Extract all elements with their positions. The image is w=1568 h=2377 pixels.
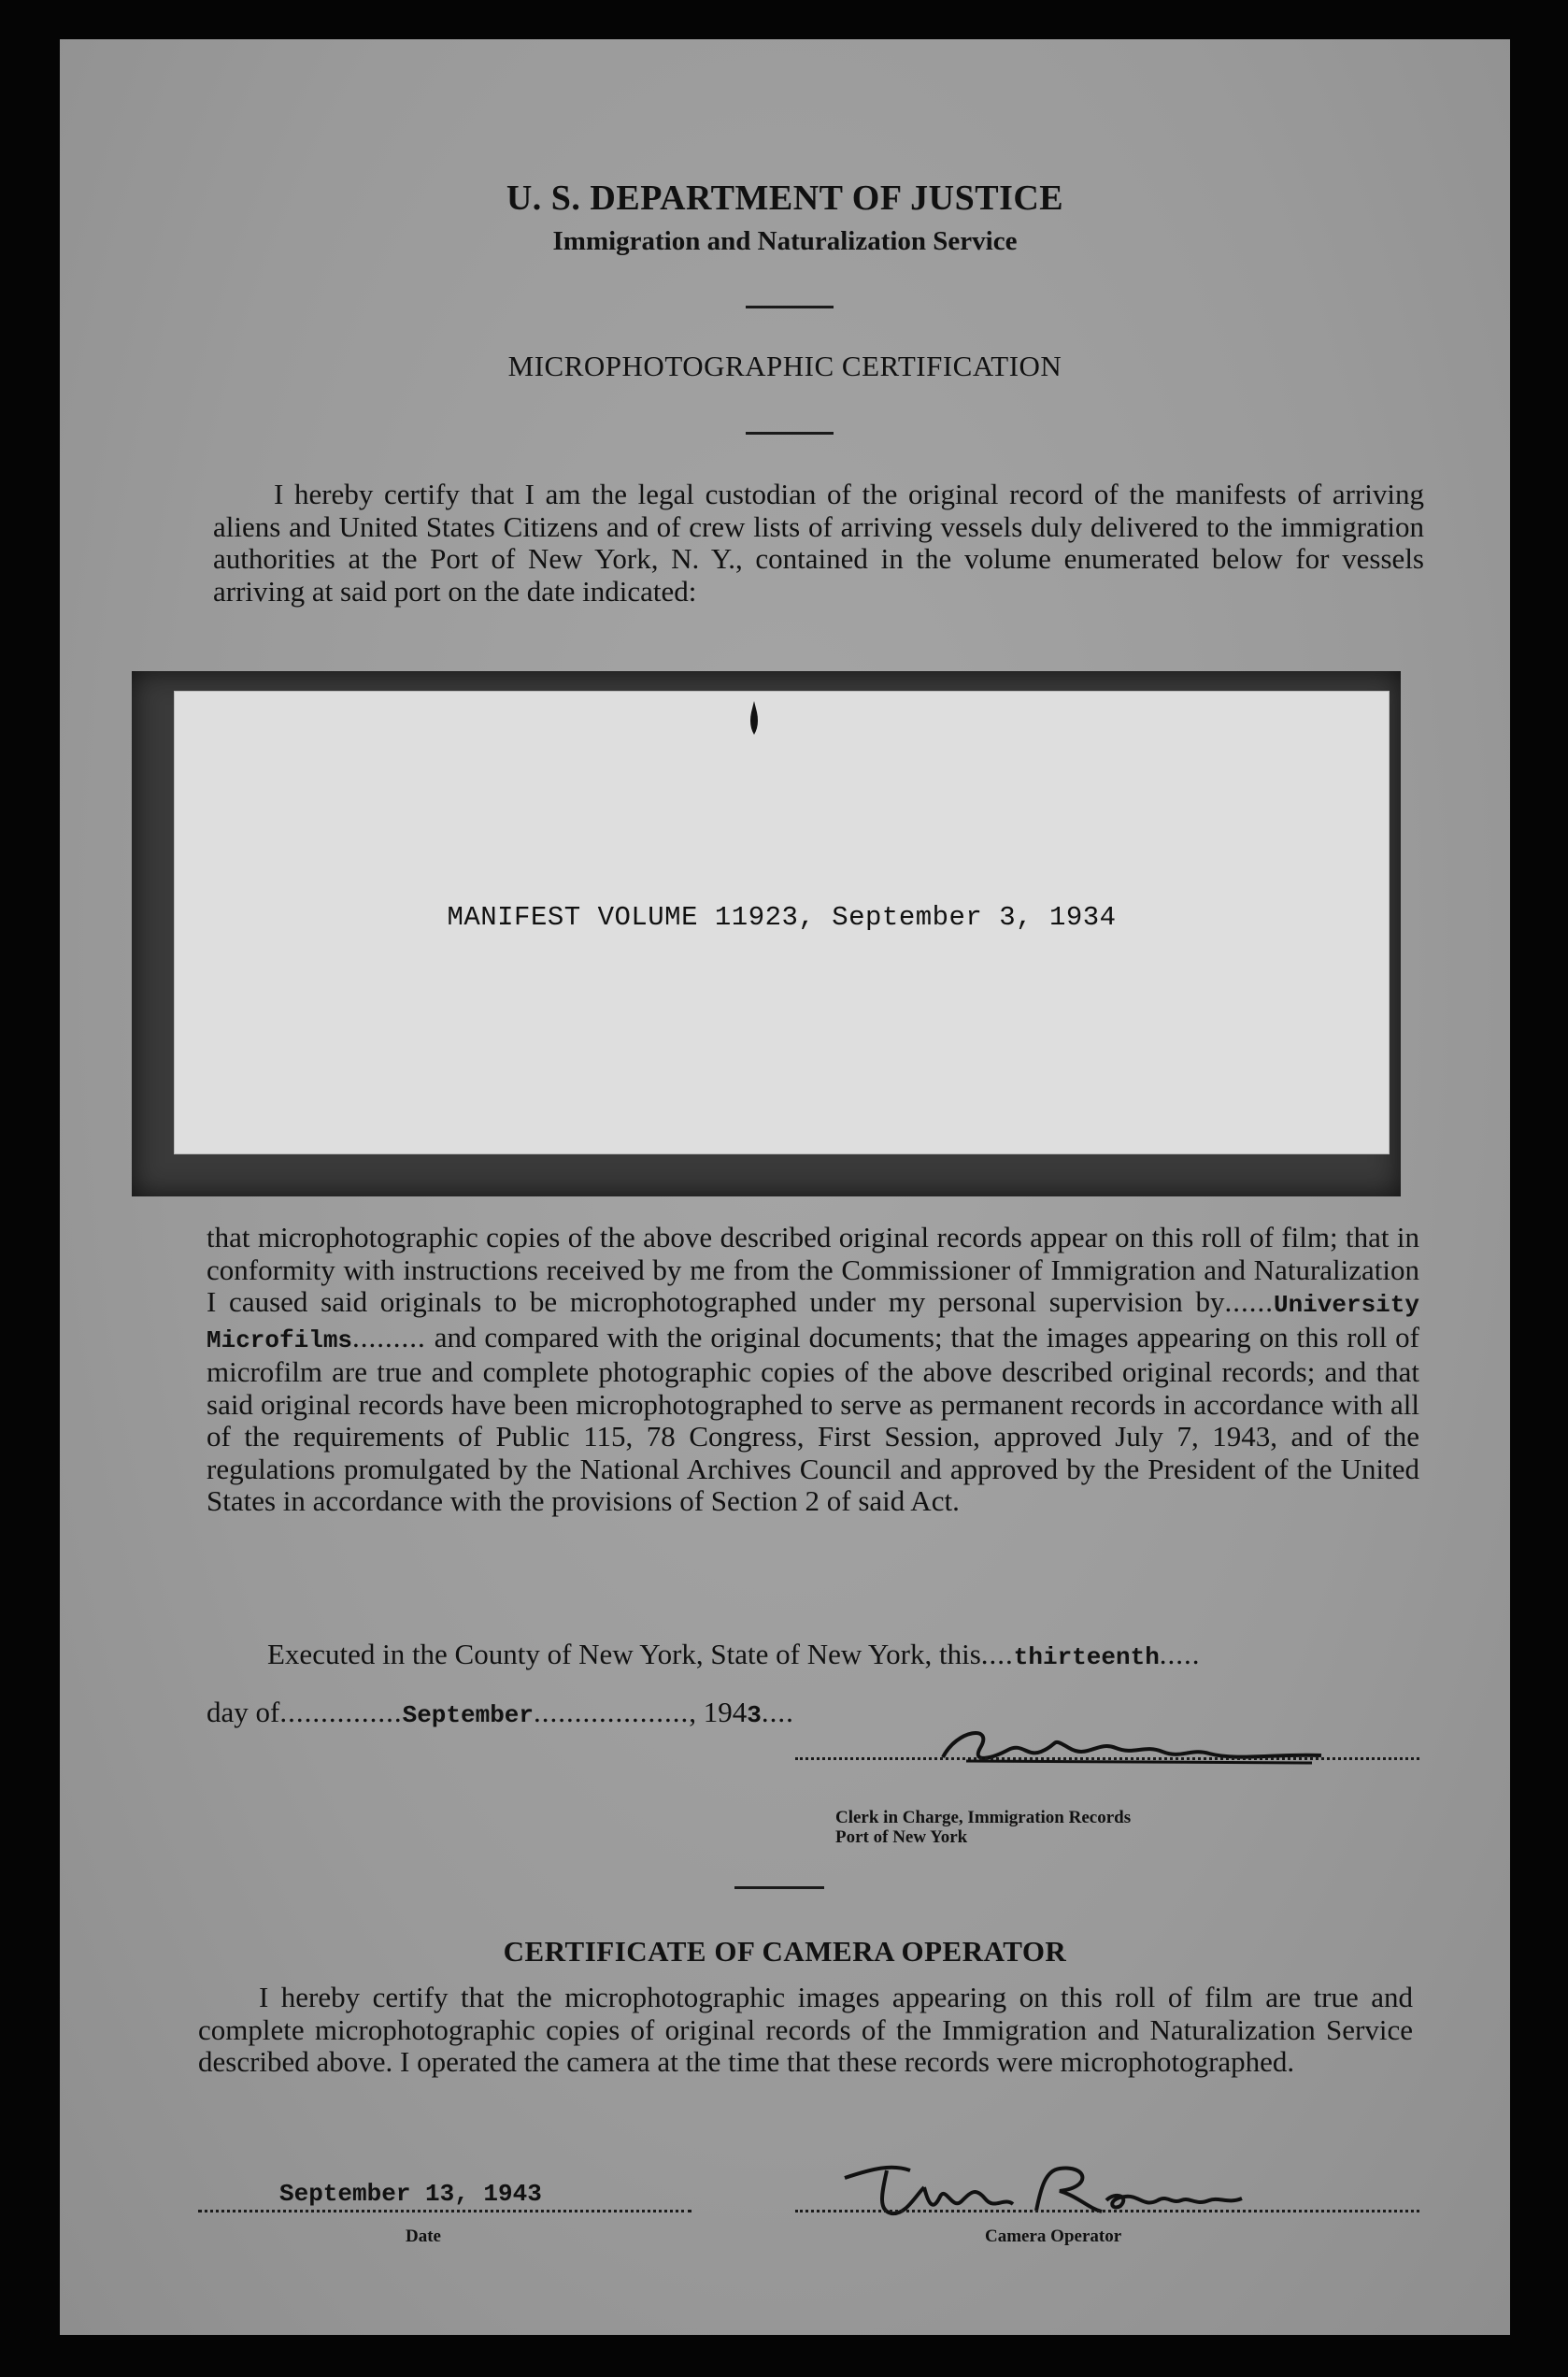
camera-operator-title: CERTIFICATE OF CAMERA OPERATOR xyxy=(503,1935,1067,1968)
camera-operator-signature-line xyxy=(795,2210,1419,2212)
month-value: September xyxy=(402,1701,535,1729)
clerk-title-line-1: Clerk in Charge, Immigration Records xyxy=(835,1808,1132,1827)
divider xyxy=(746,432,834,435)
camera-date-value: September 13, 1943 xyxy=(279,2180,542,2208)
supervisor-name: University Microfilms xyxy=(207,1291,1419,1354)
camera-date-line xyxy=(198,2210,691,2212)
camera-operator-statement: I hereby certify that the microphotographic images appearing on this roll of film are true and complete microphotographic copies of original records of the Immigration and Naturalization Service described above. I operated the camera at the time that these records were microphotographed. xyxy=(198,1981,1413,2078)
dotted-leader: ......... xyxy=(352,1320,426,1353)
camera-operator-caption: Camera Operator xyxy=(985,2227,1122,2246)
dotted-leader: ...... xyxy=(1224,1285,1274,1318)
department-title: U. S. DEPARTMENT OF JUSTICE xyxy=(506,179,1064,218)
manifest-volume-label: MANIFEST VOLUME 11923, September 3, 1934 xyxy=(447,902,1117,933)
clerk-title xyxy=(835,1808,1131,1847)
dotted-leader: ................... xyxy=(534,1696,690,1728)
custodian-statement: I hereby certify that I am the legal custodian of the original record of the manifests of arriving aliens and United States Citizens and of crew lists of arriving vessels duly delivered to the immigration authorities at the Port of New York, N. Y., contained in the volume enumerated below for vessels arriving at said port on the date indicated: xyxy=(213,478,1424,608)
clerk-title-line-2: Port of New York xyxy=(835,1827,968,1847)
date-caption: Date xyxy=(406,2227,441,2246)
divider xyxy=(746,306,834,308)
service-name: Immigration and Naturalization Service xyxy=(552,226,1018,256)
day-ordinal: thirteenth xyxy=(1013,1643,1160,1671)
divider xyxy=(734,1886,824,1889)
camera-operator-signature xyxy=(835,2159,1247,2225)
certification-body-part-b: and compared with the original documents; that the images appearing on this roll of microfilm are true and complete photographic copies of the above described original records; and that said original records have been microphotographed to serve as permanent records in accordance with all of the requirements of Public 115, 78 Congress, First Session, approved July 7, 1943, and of the regulations promulgated by the National Archives Council and approved by the President of the United States in accordance with the provisions of Section 2 of said Act. xyxy=(207,1320,1419,1517)
dotted-leader: .... xyxy=(980,1638,1014,1670)
punch-mark xyxy=(748,701,760,735)
certification-document xyxy=(60,39,1510,2335)
dotted-leader: .... xyxy=(761,1696,794,1728)
day-of-label: day of xyxy=(207,1696,280,1728)
year-digit: 3 xyxy=(747,1701,762,1729)
manifest-card xyxy=(174,691,1390,1154)
year-prefix: , 194 xyxy=(689,1696,748,1728)
certification-body xyxy=(207,1222,1419,1518)
execution-text: Executed in the County of New York, State of New York, this xyxy=(267,1638,981,1670)
certification-body-part-a: that microphotographic copies of the above described original records appear on this roll of film; that in conformity with instructions received by me from the Commissioner of Immigration and Naturalization I caused said originals to be microphotographed under my personal supervision by xyxy=(207,1221,1419,1318)
certification-title: MICROPHOTOGRAPHIC CERTIFICATION xyxy=(507,350,1062,382)
clerk-signature-line xyxy=(795,1757,1419,1760)
dotted-leader: ..... xyxy=(1159,1638,1201,1670)
clerk-signature xyxy=(938,1720,1331,1776)
execution-line xyxy=(207,1638,1421,1671)
dotted-leader: ............... xyxy=(279,1696,403,1728)
date-line xyxy=(207,1696,954,1729)
